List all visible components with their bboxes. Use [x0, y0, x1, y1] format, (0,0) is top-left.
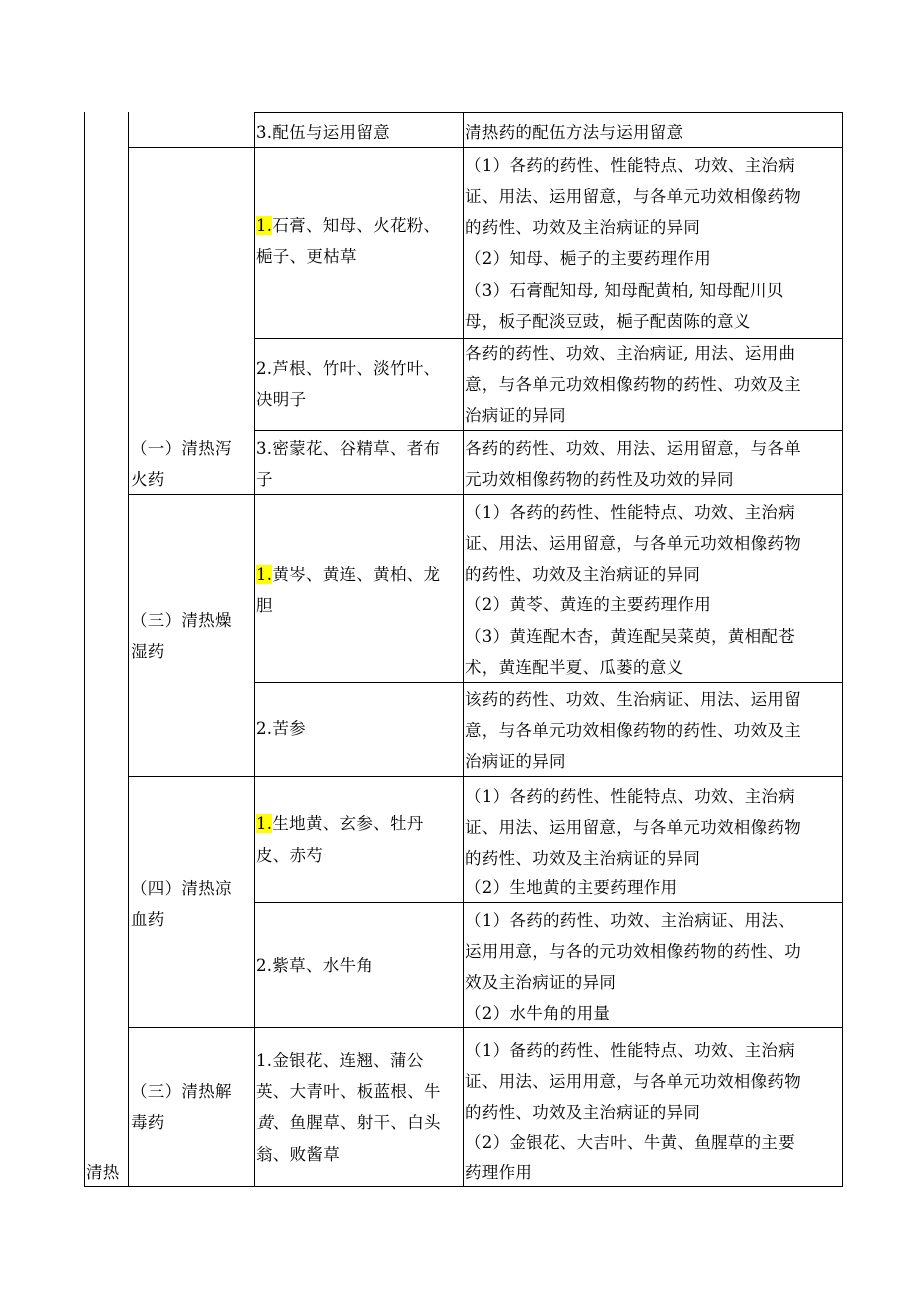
category-label: 清热	[86, 1163, 120, 1182]
table-border-right	[842, 112, 843, 1186]
group-label-line: （三）清热解	[131, 1082, 232, 1101]
requirement-line: （1）各药的药性、性能特点、功效、主治病	[465, 156, 795, 175]
table-col-divider-1	[128, 112, 129, 1186]
requirement-line: （3）石膏配知母, 知母配黄柏, 知母配川贝	[465, 281, 784, 300]
group-label-line: （一）清热泻	[131, 439, 232, 458]
requirement-line: 证、用法、运用留意，与各单元功效相像药物	[465, 187, 801, 206]
requirement-line: 的药性、功效及主治病证的异同	[465, 218, 701, 237]
requirement-line: 效及主治病证的异同	[465, 973, 617, 992]
requirement-line: 意，与各单元功效相像药物的药性、功效及主	[465, 375, 801, 394]
requirement-line: 药理作用	[465, 1163, 533, 1182]
group-label-line: 血药	[131, 910, 165, 929]
table-col-divider-3	[463, 112, 464, 1186]
requirement-line: 证、用法、运用用意，与各单元功效相像药物	[465, 1072, 801, 1091]
item-line: 翁、败酱草	[256, 1145, 340, 1164]
requirement-line: 各药的药性、功效、主治病证, 用法、运用曲	[465, 344, 796, 363]
item-line: 决明子	[256, 390, 307, 409]
item-line	[256, 808, 424, 840]
group-label-line: （三）清热燥	[131, 611, 232, 630]
item-line: 英、大青叶、板蓝根、牛	[256, 1082, 441, 1101]
item-line: 梔子、更枯草	[256, 247, 357, 266]
table-row-border	[254, 112, 843, 113]
requirement-line: 各药的药性、功效、用法、运用留意，与各单	[465, 439, 801, 458]
requirement-line: （2）金银花、大吉叶、牛黄、鱼腥草的主要	[465, 1133, 795, 1152]
item-text: 、鱼腥草、射干、白头	[272, 1113, 441, 1132]
table-border-left	[84, 112, 85, 1186]
requirement-line: 治病证的异同	[465, 406, 566, 425]
requirement-line: 的药性、功效及主治病证的异同	[465, 849, 701, 868]
requirement-line: 术，黄连配半夏、瓜蒌的意义	[465, 658, 684, 677]
item-line: 1.金银花、连翘、蒲公	[256, 1051, 424, 1070]
item-cell: 3.配伍与运用留意	[256, 123, 390, 142]
item-text: 生地黄、玄参、牡丹	[272, 814, 424, 833]
requirement-cell: 清热药的配伍方法与运用留意	[465, 123, 684, 142]
item-line: 胆	[256, 596, 273, 615]
item-line: 2.芦根、竹叶、淡竹叶、	[256, 359, 441, 378]
requirement-line: （1）备药的药性、性能特点、功效、主治病	[465, 1041, 795, 1060]
requirement-line: （1）各药的药性、性能特点、功效、主治病	[465, 787, 795, 806]
item-line	[256, 559, 440, 591]
requirement-line: （1）各药的药性、功效、主治病证、用法、	[465, 911, 795, 930]
requirement-line: 该药的药性、功效、生治病证、用法、运用留	[465, 690, 801, 709]
item-line: 皮、赤芍	[256, 846, 324, 865]
item-line	[256, 1107, 441, 1139]
table-row-border	[84, 1186, 843, 1187]
requirement-line: （3）黄连配木杏，黄连配吴菜萸，黄相配苍	[465, 627, 795, 646]
item-cell: 2.紫草、水牛角	[256, 956, 374, 975]
item-line: 3.密蒙花、谷精草、者布	[256, 439, 441, 458]
item-line	[256, 210, 440, 242]
requirement-line: 的药性、功效及主治病证的异同	[465, 565, 701, 584]
table-col-divider-2	[254, 112, 255, 1186]
requirement-line: （2）知母、梔子的主要药理作用	[465, 249, 711, 268]
requirement-line: 母，板子配淡豆豉，梔子配茵陈的意义	[465, 312, 751, 331]
item-line: 子	[256, 470, 273, 489]
requirement-line: （1）各药的药性、性能特点、功效、主治病	[465, 503, 795, 522]
requirement-line: 元功效相像药物的药性及功效的异同	[465, 470, 734, 489]
group-label-line: 湿药	[131, 642, 165, 661]
requirement-line: 意，与各单元功效相像药物的药性、功效及主	[465, 721, 801, 740]
requirement-line: 运用用意，与各的元功效相像药物的药性、功	[465, 942, 801, 961]
requirement-line: 治病证的异同	[465, 752, 566, 771]
item-text: 黄岑、黄连、黄柏、龙	[272, 565, 441, 584]
group-label-line: （四）清热凉	[131, 879, 232, 898]
item-cell: 2.苦参	[256, 719, 306, 738]
item-text-italic: 黄	[256, 1113, 273, 1132]
item-text: 石膏、知母、火花粉、	[272, 216, 441, 235]
group-label-line: 毒药	[131, 1113, 165, 1132]
requirement-line: 证、用法、运用留意，与各单元功效相像药物	[465, 534, 801, 553]
requirement-line: （2）水牛角的用量	[465, 1004, 611, 1023]
requirement-line: 的药性、功效及主治病证的异同	[465, 1103, 701, 1122]
highlighted-number: 1.	[256, 565, 273, 584]
group-label-line: 火药	[131, 470, 165, 489]
requirement-line: （2）黄苓、黄连的主要药理作用	[465, 595, 711, 614]
requirement-line: 证、用法、运用留意，与各单元功效相像药物	[465, 818, 801, 837]
requirement-line: （2）生地黄的主要药理作用	[465, 878, 678, 897]
highlighted-number: 1.	[256, 814, 273, 833]
highlighted-number: 1.	[256, 216, 273, 235]
